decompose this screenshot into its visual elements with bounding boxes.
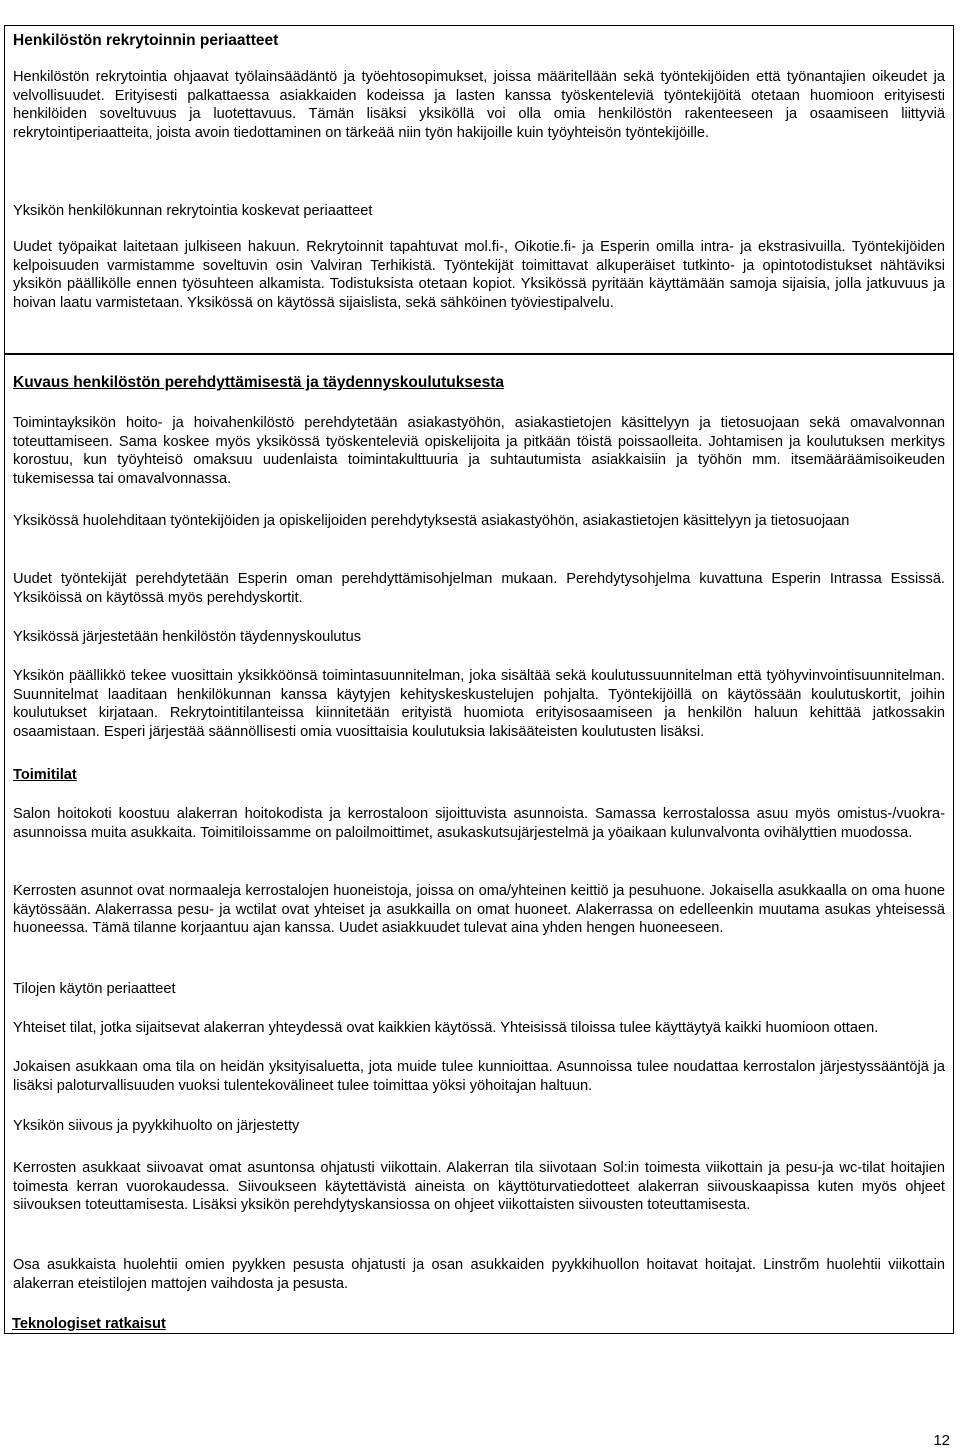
training-subtitle: Yksikössä järjestetään henkilöstön täydennyskoulutus: [13, 629, 362, 645]
space-usage-paragraph-1: Yhteiset tilat, jotka sijaitsevat alakerran yhteydessä ovat kaikkien käytössä. Yhteisissä tiloissa tulee käyttäytyä kaikki huomioon ottaen.: [13, 1020, 879, 1036]
recruitment-intro-paragraph: Henkilöstön rekrytointia ohjaavat työlainsäädäntö ja työehtosopimukset, joissa määritellään sekä työntekijöiden että työnantajien oikeudet ja velvollisuudet. Erityisesti palkattaessa asiakkaiden kodeissa ja lasten kanssa työskenteleviä työntekijöitä otetaan huomioon erityisesti henkilöiden soveltuvuus ja luotettavuus. Tämän lisäksi yksiköllä voi olla omia henkilöstön rakenteeseen ja osaamiseen liittyviä rekrytointiperiaatteita, joista avoin tiedottaminen on tärkeää niin työn hakijoille kuin työyhteisön työntekijöille.: [13, 69, 945, 141]
technology-title: Teknologiset ratkaisut: [12, 1316, 166, 1332]
orientation-program-paragraph: Uudet työntekijät perehdytetään Esperin oman perehdyttämisohjelman mukaan. Perehdytysohjelma kuvattuna Esperin Intrassa Essissä. Yksiköissä on käytössä myös perehdyskortit.: [13, 571, 945, 606]
training-paragraph: Yksikön päällikkö tekee vuosittain yksikköönsä toimintasuunnitelman, joka sisältää sekä koulutussuunnitelman että työhyvinvointisuunnitelman. Suunnitelmat laaditaan henkilökunnan kanssa käytyjen kehityskeskustelujen pohjalta. Työntekijöillä on käytössään koulutuskortit, joihin koulutukset kirjataan. Rekrytointitilanteissa kiinnitetään erityistä huomiota erityisosaamiseen ja henkilön haluun kehittää jatkossakin osaamistaan. Esperi järjestää säännöllisesti omia vuosittaisia koulutuksia lakisääteisten koulutusten lisäksi.: [13, 668, 945, 740]
cleaning-subtitle: Yksikön siivous ja pyykkihuolto on järjestetty: [13, 1118, 300, 1134]
section-title-recruitment: Henkilöstön rekrytoinnin periaatteet: [13, 32, 279, 49]
space-usage-subtitle: Tilojen käytön periaatteet: [13, 981, 176, 997]
recruitment-principles-subtitle: Yksikön henkilökunnan rekrytointia koskevat periaatteet: [13, 203, 373, 219]
space-usage-paragraph-2: Jokaisen asukkaan oma tila on heidän yksityisaluetta, jota muide tulee kunnioittaa. Asunnoissa tulee noudattaa kerrostalon järjestyssääntöjä ja lisäksi paloturvallisuuden vuoksi tulentekovälineet tulee toimittaa yöksi yöhoitajan haltuun.: [13, 1059, 945, 1094]
section-title-orientation: Kuvaus henkilöstön perehdyttämisestä ja täydennyskoulutuksesta: [13, 374, 504, 391]
orientation-subtitle-1: Yksikössä huolehditaan työntekijöiden ja opiskelijoiden perehdytyksestä asiakastyöhön, asiakastietojen käsittelyyn ja tietosuojaan: [13, 513, 850, 529]
technology-section: [4, 1315, 954, 1335]
premises-title: Toimitilat: [13, 767, 77, 783]
orientation-paragraph: Toimintayksikön hoito- ja hoivahenkilöstö perehdytetään asiakastyöhön, asiakastietojen käsittelyyn ja tietosuojaan sekä omavalvonnan toteuttamiseen. Sama koskee myös yksikössä työskenteleviä opiskelijoita ja pitkään töistä poissaolleita. Johtamisen ja koulutuksen merkitys korostuu, kun työyhteisö omaksuu uudenlaista toimintakulttuuria ja suhtautumista asiakkaisiin ja työhön mm. itsemääräämisoikeuden tukemisessa tai omavalvonnassa.: [13, 415, 945, 487]
laundry-paragraph: Osa asukkaista huolehtii omien pyykken pesusta ohjatusti ja osan asukkaiden pyykkihuollon hoitavat hoitajat. Linstrőm huolehtii viikottain alakerran eteistilojen mattojen vaihdosta ja pesusta.: [13, 1257, 945, 1292]
page-number: 12: [933, 1432, 950, 1449]
cleaning-paragraph-1: Kerrosten asukkaat siivoavat omat asuntonsa ohjatusti viikottain. Alakerran tila siivotaan Sol:in toimesta viikottain ja pesu-ja wc-tilat hoitajien toimesta kerran vuorokaudessa. Siivoukseen käytettävistä aineista on käyttöturvatiedotteet alakerran siivouskaapissa kuten myös ohjeet siivouksen toteuttamisesta. Lisäksi yksikön perehdytyskansiossa on ohjeet viikottaisten siivousten toteuttamisesta.: [13, 1160, 945, 1213]
premises-paragraph-1: Salon hoitokoti koostuu alakerran hoitokodista ja kerrostaloon sijoittuvista asunnoista. Samassa kerrostalossa asuu myös omistus-/vuokra-asunnoissa muita asukkaita. Toimitiloissamme on paloilmoittimet, asukaskutsujärjestelmä ja yöaikaan kulunvalvonta ovihälyttien muodossa.: [13, 806, 945, 841]
premises-paragraph-2: Kerrosten asunnot ovat normaaleja kerrostalojen huoneistoja, joissa on oma/yhteinen keittiö ja pesuhuone. Jokaisella asukkaalla on oma huone käytössään. Alakerrassa pesu- ja wctilat ovat yhteiset ja asukkailla on omat huoneet. Alakerrassa on edelleenkin muutama asukas yhteisessä huoneessa. Tämä tilanne korjaantuu ajan kanssa. Uudet asiakkuudet tulevat aina yhden hengen huoneeseen.: [13, 883, 945, 936]
recruitment-section: [4, 25, 954, 355]
orientation-section: [4, 353, 954, 1334]
recruitment-principles-paragraph: Uudet työpaikat laitetaan julkiseen hakuun. Rekrytoinnit tapahtuvat mol.fi-, Oikotie.fi- ja Esperin omilla intra- ja ekstrasivuilla. Työntekijöiden kelpoisuuden varmistamme soveltuvin osin Valviran Terhikistä. Työntekijät toimittavat alkuperäiset tutkinto- ja opintotodistukset nähtäviksi yksikön päällikölle ennen työsuhteen alkamista. Todistuksista otetaan kopiot. Yksikössä pyritään käyttämään samoja sijaisia, jolla jatkuvuus ja hoivan laatu varmistetaan. Yksikössä on käytössä sijaislista, sekä sähköinen työviestipalvelu.: [13, 239, 945, 311]
